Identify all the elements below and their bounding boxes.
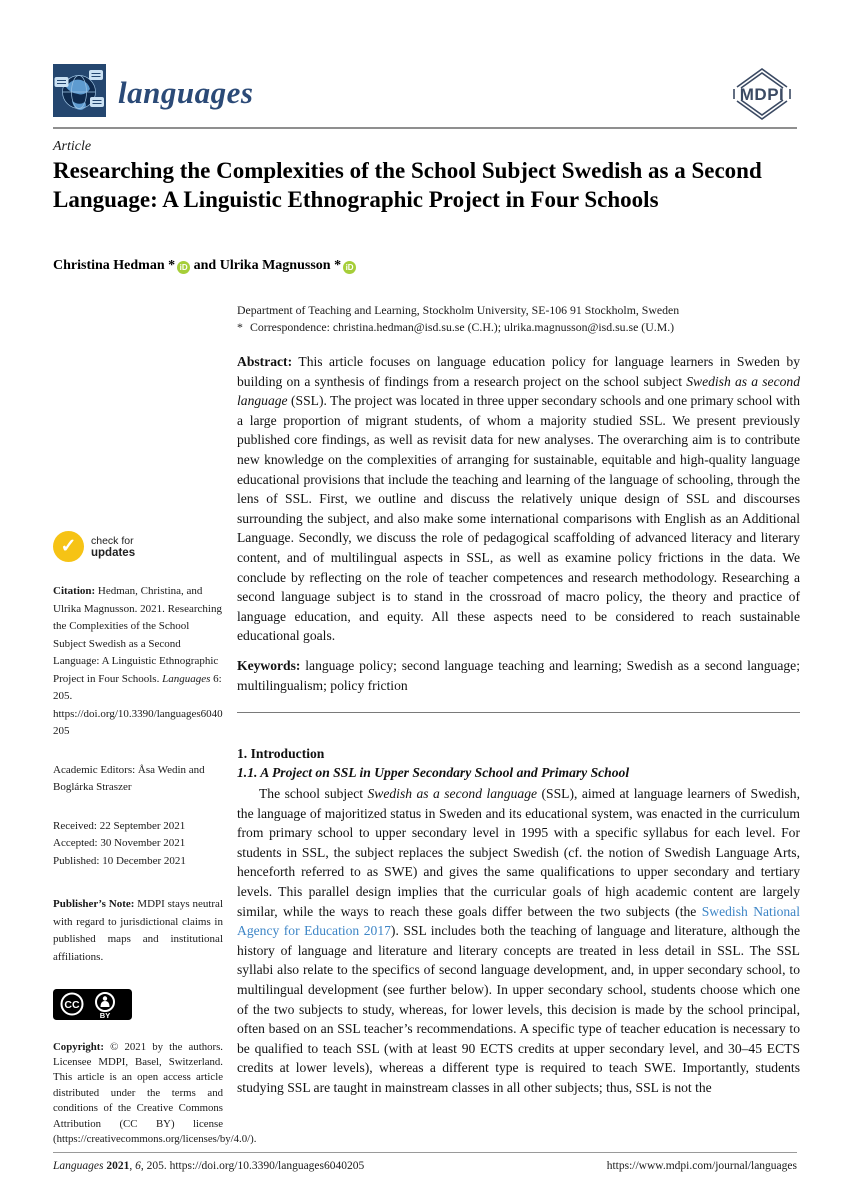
header-divider bbox=[53, 127, 797, 129]
authors-line bbox=[53, 258, 356, 274]
received-date: Received: 22 September 2021 bbox=[53, 819, 186, 832]
correspondence-mark: * bbox=[237, 319, 243, 334]
publishers-note bbox=[53, 896, 223, 966]
orcid-icon[interactable]: iD bbox=[177, 261, 190, 274]
footer-volume: 6 bbox=[135, 1160, 141, 1172]
accepted-date: Accepted: 30 November 2021 bbox=[53, 837, 186, 849]
citation-link[interactable]: Swedish National Agency for Education 2017 bbox=[237, 903, 800, 939]
authors-joiner: and bbox=[190, 258, 220, 273]
check-for-updates-badge[interactable] bbox=[53, 531, 223, 562]
citation-journal-italic: Languages bbox=[162, 672, 211, 685]
footer-divider bbox=[53, 1152, 797, 1153]
main-column bbox=[237, 302, 800, 1098]
cc-by-license-badge[interactable] bbox=[53, 989, 223, 1027]
abstract-label: Abstract: bbox=[237, 354, 293, 369]
footer-sep: , bbox=[129, 1160, 136, 1172]
author-name: Christina Hedman bbox=[53, 258, 165, 273]
footer-year: 2021 bbox=[106, 1160, 130, 1172]
dates-block bbox=[53, 818, 223, 871]
sidebar bbox=[53, 531, 257, 1147]
orcid-icon[interactable]: iD bbox=[343, 261, 356, 274]
languages-globe-logo-icon bbox=[53, 64, 106, 122]
keywords-divider bbox=[237, 712, 800, 713]
article-type-label: Article bbox=[53, 139, 92, 154]
correspondence-line bbox=[237, 319, 800, 336]
body-paragraph bbox=[237, 784, 800, 1098]
citation-block bbox=[53, 583, 223, 741]
abstract bbox=[237, 352, 800, 646]
copyright-block bbox=[53, 1040, 257, 1148]
keywords-label: Keywords: bbox=[237, 657, 301, 673]
badge-line2: updates bbox=[91, 546, 136, 559]
abstract-text: (SSL). The project was located in three upper secondary schools and one primary school with a large proportion of migrant students, of whom a majority studied SSL. We present previously published core findings, as well as revisit data for new analyses. The overarching aim is to contribute new knowledge on the complexities of arranging for sustainable, equitable and high-quality language educational provisions that include the teaching and learning of the language of schooling, through the lens of SSL. First, we outline and discuss the relatively unique design of SSL and discourses surrounding the subject, and also make some international comparisons with English as an Additional Language. Secondly, we discuss the role of pedagogical scaffolding of advanced literacy and literary content, and of multilingual aspects in SSL, as well as examine policy frictions in the data. We conclude by reflecting on the role of teacher competences and research methodology. Researching a second language subject is to stand in the crossroad of macro policy, the theory and practice of language education, and equity. All these aspects need to be considered to reach sustainable educational goals. bbox=[237, 393, 800, 644]
footer-citation bbox=[53, 1160, 364, 1172]
badge-line1: check for bbox=[91, 534, 134, 547]
corresponding-mark: * bbox=[330, 258, 342, 273]
citation-text: 6: 205. https://doi.org/10.3390/languages6040205 bbox=[53, 672, 223, 737]
person-icon bbox=[103, 996, 107, 1000]
copyright-label: Copyright: bbox=[53, 1040, 104, 1053]
subsection-heading: 1.1. A Project on SSL in Upper Secondary School and Primary School bbox=[237, 765, 630, 781]
corresponding-mark: * bbox=[164, 258, 176, 273]
footer-journal-url: https://www.mdpi.com/journal/languages bbox=[606, 1160, 797, 1172]
mdpi-logo bbox=[727, 66, 797, 122]
citation-label: Citation: bbox=[53, 585, 96, 597]
keywords-text: language policy; second language teaching and learning; Swedish as a second language; multilingualism; policy friction bbox=[237, 657, 800, 693]
body-text: The school subject bbox=[259, 786, 368, 802]
abstract-italic-term: Swedish as a second language bbox=[237, 373, 801, 409]
body-text: (SSL), aimed at language learners of Swedish, the language of majoritized status in Sweden and its educational system, was enacted in the curriculum from primary school to upper secondary level in 1995 with a specific syllabus for each level. For students in SSL, the subject replaces the subject Swedish (cf. the notion of Swedish Language Arts, henceforth referred to as SWE) and gives the same qualifications to upper secondary and tertiary levels. This parallel design implies that the curricular goals of high academic content are largely similar, while the ways to reach these goals differ between the two subjects (the bbox=[237, 786, 800, 919]
publishers-note-text: MDPI stays neutral with regard to jurisdictional claims in published maps and institutional affiliations. bbox=[53, 898, 223, 963]
abstract-text: This article focuses on language education policy for language learners in Sweden by building on a synthesis of findings from a research project on the school subject bbox=[237, 354, 800, 389]
author-name: Ulrika Magnusson bbox=[219, 258, 331, 273]
footer-journal-name: Languages bbox=[53, 1160, 104, 1172]
citation-text: Hedman, Christina, and Ulrika Magnusson. 2021. Researching the Complexities of the School Subject Swedish as a Second Language: A Linguistic Ethnographic Project in Four Schools. bbox=[53, 585, 222, 685]
cc-icon: CC bbox=[64, 999, 80, 1011]
journal-name: languages bbox=[118, 75, 254, 110]
published-date: Published: 10 December 2021 bbox=[53, 854, 186, 867]
copyright-text: © 2021 by the authors. Licensee MDPI, Basel, Switzerland. This article is an open access article distributed under the terms and conditions of the Creative Commons Attribution (CC BY) license (https://creativecommons.org/licenses/by/4.0/). bbox=[53, 1040, 257, 1145]
by-label: BY bbox=[99, 1011, 111, 1020]
footer-doi: , 205. https://doi.org/10.3390/languages6040205 bbox=[140, 1160, 365, 1172]
check-icon: ✓ bbox=[53, 531, 84, 562]
academic-editors: Academic Editors: Åsa Wedin and Boglárka Straszer bbox=[53, 763, 205, 793]
mdpi-logo-text: MDPI bbox=[739, 85, 785, 104]
publishers-note-label: Publisher’s Note: bbox=[53, 898, 135, 910]
keywords bbox=[237, 656, 800, 695]
affiliation-line: Department of Teaching and Learning, Stockholm University, SE-106 91 Stockholm, Sweden bbox=[237, 303, 680, 317]
affiliation-block bbox=[237, 302, 800, 335]
journal-logo-group bbox=[53, 64, 253, 122]
masthead bbox=[53, 64, 797, 124]
paper-title: Researching the Complexities of the School Subject Swedish as a Second Language: A Linguistic Ethnographic Project in Four Schools bbox=[53, 158, 762, 212]
body-text: ). SSL includes both the teaching of language and literature, although the history of language and literature and literary concepts are treated in less detail in SSL. The SSL syllabi also relate to the specifics of second language development, and, in upper secondary school, to multilingual development (see further below). In upper secondary school, students choose which one of the two subjects to study, whereas, for lower levels, this decision is made by the school principal, often based on an SSL teacher’s recommendations. A specific type of teacher education is necessary to be qualified to teach SSL (with at least 90 ECTS credits at upper secondary level, and 30–45 ECTS credits at lower levels), whereas a different type is required to teach SWE. Importantly, students studying SSL are taught in mainstream classes in all other subjects; thus, SSL is not the bbox=[237, 923, 801, 1095]
section-heading: 1. Introduction bbox=[237, 746, 325, 762]
check-for-updates-label bbox=[91, 535, 135, 559]
correspondence-text: Correspondence: christina.hedman@isd.su.se (C.H.); ulrika.magnusson@isd.su.se (U.M.) bbox=[250, 319, 675, 334]
body-italic-term: Swedish as a second language bbox=[367, 786, 538, 802]
